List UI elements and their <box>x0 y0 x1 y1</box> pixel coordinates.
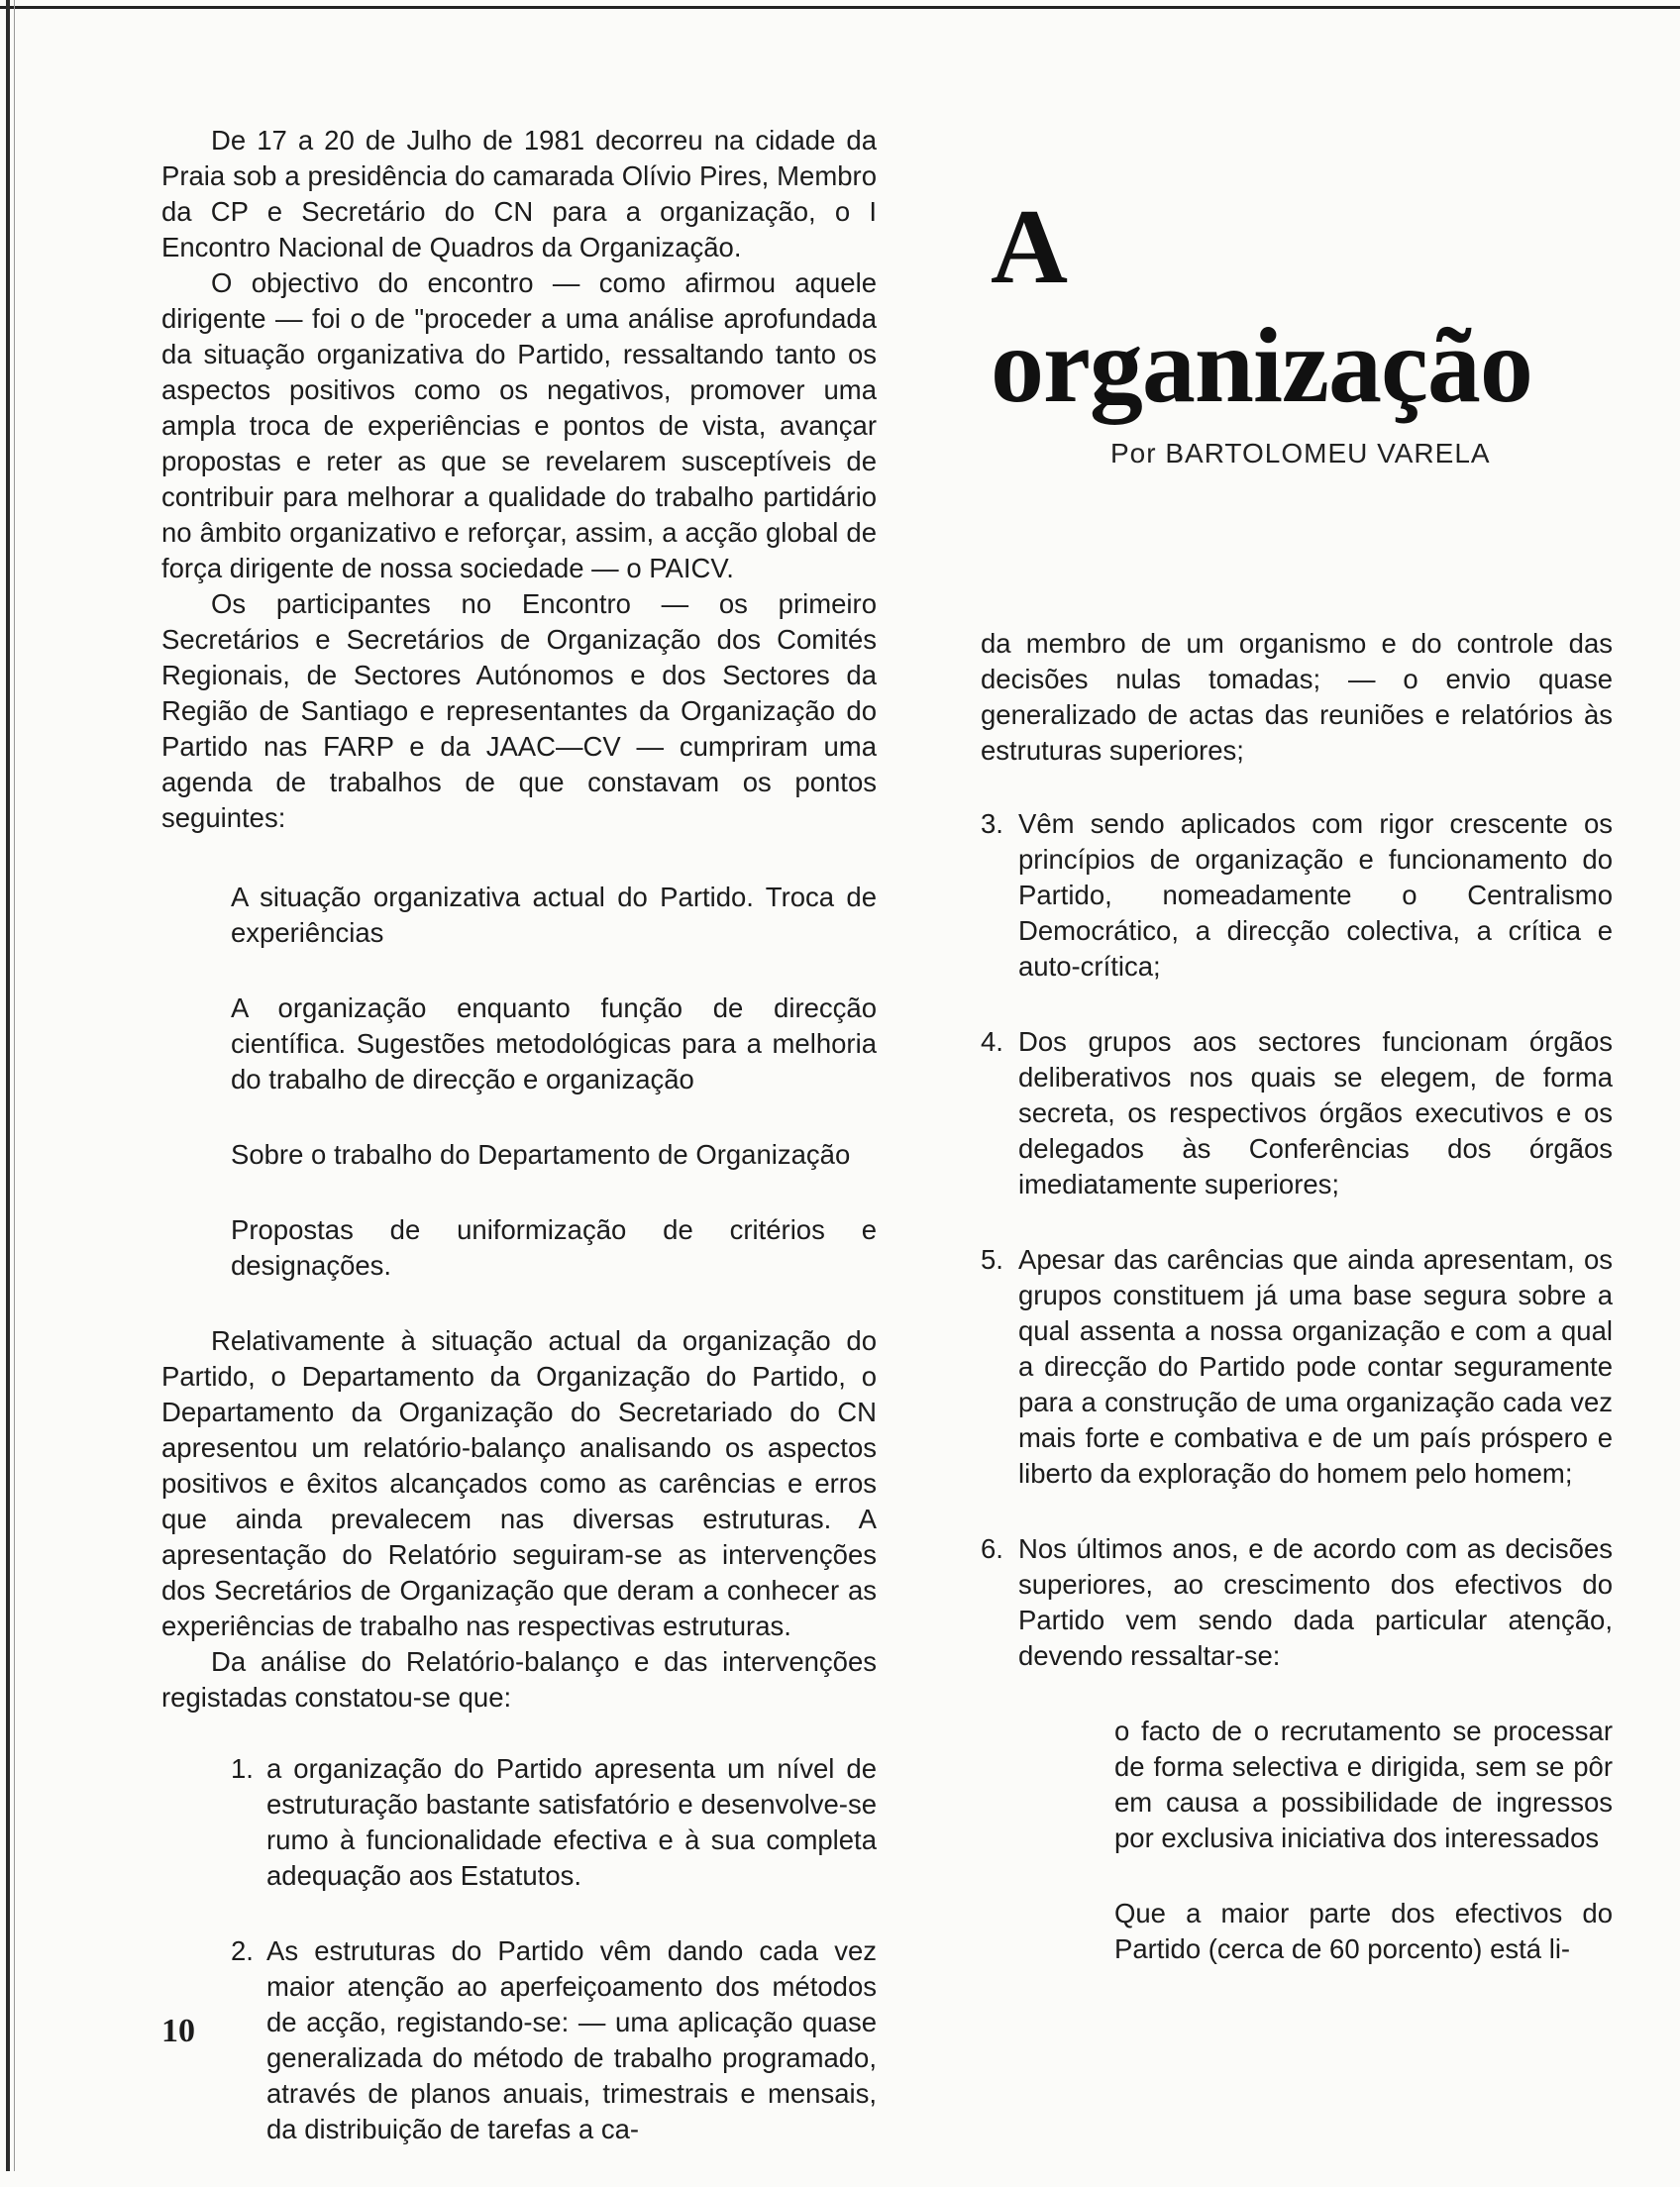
intro-paragraph: De 17 a 20 de Julho de 1981 decorreu na cidade da Praia sob a presidência do camarada Olívio Pires, Membro da CP e Secretário do CN para a organização, o I Encontro Nacional de Quadros da Organização. <box>161 125 877 262</box>
finding-text: Apesar das carências que ainda apresentam, os grupos constituem já uma base segura sobre a qual assenta a nossa organização e com a qual a direcção do Partido pode contar seguramente para a construção de uma organização cada vez mais forte e combativa e de um país próspero e liberto da exploração do homem pelo homem; <box>1018 1244 1613 1489</box>
sub-item: Que a maior parte dos efectivos do Partido (cerca de 60 porcento) está li- <box>1114 1898 1613 1964</box>
intro-paragraph: O objectivo do encontro — como afirmou aquele dirigente — foi o de "proceder a uma análise aprofundada da situação organizativa do Partido, ressaltando tanto os aspectos positivos como os negativos, promover uma ampla troca de experiências e pontos de vista, avançar propostas e reter as que se revelarem susceptíveis de contribuir para melhorar a qualidade do trabalho partidário no âmbito organizativo e reforçar, assim, a acção global de força dirigente de nossa sociedade — o PAICV. <box>161 267 877 583</box>
intro-paragraph: Os participantes no Encontro — os primeiro Secretários e Secretários de Organização dos Comités Regionais, de Sectores Autónomos e dos Sectores da Região de Santiago e representantes da Organização do Partido nas FARP e da JAAC—CV — cumpriram uma agenda de trabalhos de que constavam os pontos seguintes: <box>161 588 877 833</box>
right-column <box>981 626 1613 2007</box>
finding-number: 3. <box>981 808 1003 839</box>
finding-item <box>981 1531 1613 1674</box>
finding-text: As estruturas do Partido vêm dando cada vez maior atenção ao aperfeiçoamento dos métodos de acção, registando-se: — uma aplicação quase generalizada do método de trabalho programado, através de planos anuais, trimestrais e mensais, da distribuição de tarefas a ca- <box>266 1935 877 2144</box>
agenda-item: A organização enquanto função de direcção científica. Sugestões metodológicas para a melhoria do trabalho de direcção e organização <box>231 992 877 1094</box>
continuation-paragraph: da membro de um organismo e do controle das decisões nulas tomadas; — o envio quase generalizado de actas das reuniões e relatórios às estruturas superiores; <box>981 628 1613 766</box>
report-paragraph: Da análise do Relatório-balanço e das intervenções registadas constatou-se que: <box>161 1646 877 1713</box>
agenda-list <box>231 880 877 1284</box>
finding-item <box>231 1933 877 2147</box>
findings-list <box>231 1751 877 2147</box>
finding-number: 5. <box>981 1244 1003 1275</box>
top-border-line <box>0 6 1680 9</box>
left-column <box>161 123 877 2187</box>
report-paragraph: Relativamente à situação actual da organização do Partido, o Departamento da Organização do Partido, o Departamento da Organização do Secretariado do CN apresentou um relatório-balanço analisando os aspectos positivos e êxitos alcançados como as carências e erros que ainda prevalecem nas diversas estruturas. A apresentação do Relatório seguiram-se as intervenções dos Secretários de Organização que deram a conhecer as experiências de trabalho nas respectivas estruturas. <box>161 1325 877 1641</box>
finding-item <box>231 1751 877 1894</box>
finding-item <box>981 1024 1613 1202</box>
finding-number: 6. <box>981 1533 1003 1564</box>
finding-text: Nos últimos anos, e de acordo com as decisões superiores, ao crescimento dos efectivos do Partido vem sendo dada particular atenção, devendo ressaltar-se: <box>1018 1533 1613 1671</box>
article-title: A organização <box>991 188 1532 426</box>
agenda-item: Sobre o trabalho do Departamento de Organização <box>231 1139 851 1170</box>
agenda-item: Propostas de uniformização de critérios e designações. <box>231 1214 877 1281</box>
finding-number: 2. <box>231 1935 254 1966</box>
page-number: 10 <box>161 2013 195 2049</box>
agenda-item: A situação organizativa actual do Partido. Troca de experiências <box>231 882 877 948</box>
finding-number: 4. <box>981 1026 1003 1057</box>
finding-text: a organização do Partido apresenta um nível de estruturação bastante satisfatório e desenvolve-se rumo à funcionalidade efectiva e à sua completa adequação aos Estatutos. <box>266 1753 877 1891</box>
article-byline: Por BARTOLOMEU VARELA <box>1110 438 1491 469</box>
finding-text: Dos grupos aos sectores funcionam órgãos deliberativos nos quais se elegem, de forma secreta, os respectivos órgãos executivos e os delegados às Conferências dos órgãos imediatamente superiores; <box>1018 1026 1613 1199</box>
sub-item: o facto de o recrutamento se processar de forma selectiva e dirigida, sem se pôr em causa a possibilidade de ingressos por exclusiva iniciativa dos interessados <box>1114 1716 1613 1853</box>
finding-text: Vêm sendo aplicados com rigor crescente os princípios de organização e funcionamento do Partido, nomeadamente o Centralismo Democrático, a direcção colectiva, a crítica e auto-crítica; <box>1018 808 1613 982</box>
sub-item-list <box>1114 1714 1613 1967</box>
finding-item <box>981 1242 1613 1492</box>
left-binding-edge-inner <box>14 0 15 2171</box>
left-binding-edge <box>6 0 10 2171</box>
findings-list-continued <box>981 806 1613 1674</box>
finding-item <box>981 806 1613 985</box>
finding-number: 1. <box>231 1753 254 1784</box>
